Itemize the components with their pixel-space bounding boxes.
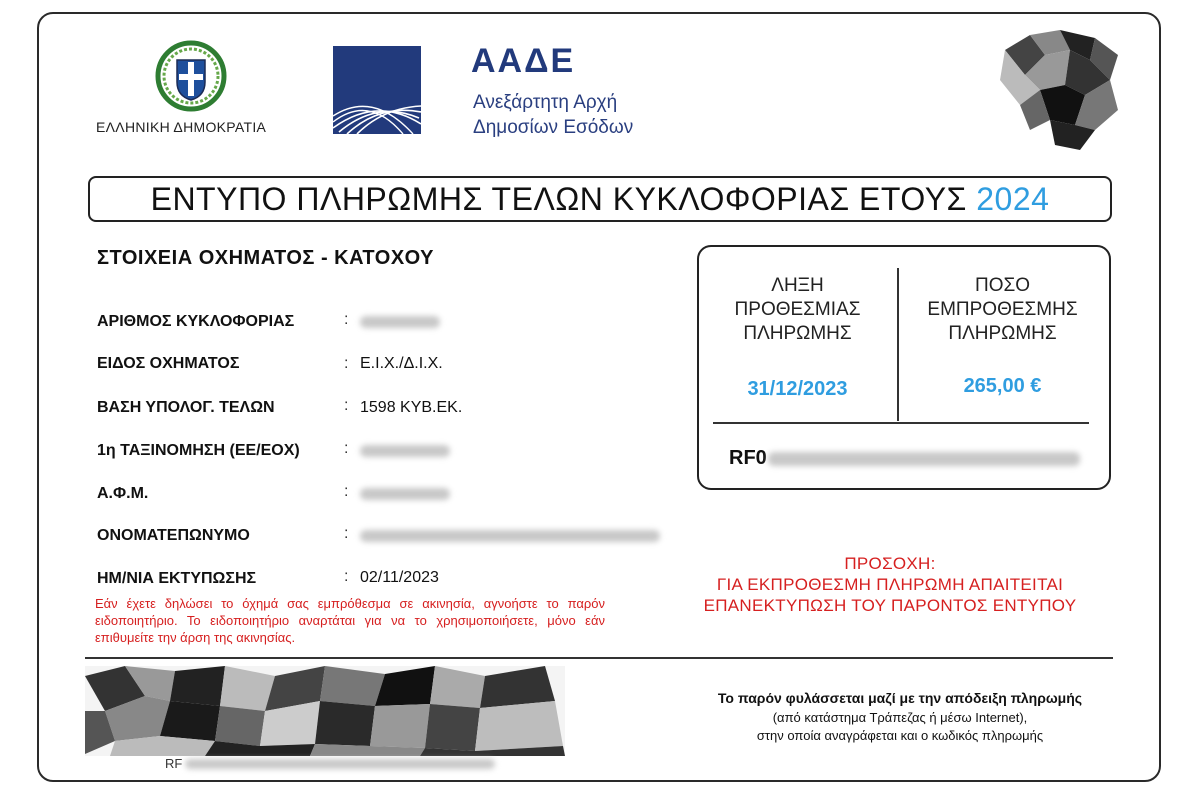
field-label-owner-name: ΟΝΟΜΑΤΕΠΩΝΥΜΟ [97, 527, 250, 544]
footer-divider [85, 657, 1113, 659]
field-value-print-date: 02/11/2023 [360, 569, 439, 586]
field-label-first-registration: 1η ΤΑΞΙΝΟΜΗΣΗ (ΕΕ/ΕΟΧ) [97, 442, 300, 459]
inactive-vehicle-warning: Εάν έχετε δηλώσει το όχημά σας εμπρόθεσμα σε ακινησία, αγνοήστε το παρόν ειδοποιητήριο. Το ειδοποιητήριο αναρτάται για να το χρησιμοποιήσετε, μόνο εάν επιθυμείτε την άρση της ακινησίας. [95, 596, 605, 645]
barcode-rf-prefix: RF [165, 756, 183, 771]
amount-label-line3: ΠΛΗΡΩΜΗΣ [948, 323, 1057, 344]
form-title-year: 2024 [976, 181, 1050, 217]
notice-line1: ΠΡΟΣΟΧΗ: [844, 554, 936, 573]
notice-line2: ΓΙΑ ΕΚΠΡΟΘΕΣΜΗ ΠΛΗΡΩΜΗ ΑΠΑΙΤΕΙΤΑΙ [716, 575, 1064, 594]
box-horizontal-divider [713, 422, 1089, 424]
form-title [88, 176, 1112, 222]
field-colon: : [344, 525, 349, 542]
field-colon: : [344, 355, 349, 372]
deadline-label [705, 274, 890, 346]
deadline-label-line1: ΛΗΞΗ [771, 275, 824, 296]
field-label-print-date: ΗΜ/ΝΙΑ ΕΚΤΥΠΩΣΗΣ [97, 570, 257, 587]
payment-code-redacted [768, 452, 1080, 466]
field-colon: : [344, 483, 349, 500]
deadline-label-line3: ΠΛΗΡΩΜΗΣ [743, 323, 852, 344]
government-name: ΕΛΛΗΝΙΚΗ ΔΗΜΟΚΡΑΤΙΑ [96, 119, 267, 135]
aade-logo-icon [333, 46, 421, 134]
field-label-fee-basis: ΒΑΣΗ ΥΠΟΛΟΓ. ΤΕΛΩΝ [97, 399, 275, 416]
notice-line3: ΕΠΑΝΕΚΤΥΠΩΣΗ ΤΟΥ ΠΑΡΟΝΤΟΣ ΕΝΤΥΠΟΥ [703, 596, 1077, 615]
field-colon: : [344, 568, 349, 585]
barcode-rf-redacted [185, 759, 495, 769]
field-value-fee-basis: 1598 ΚΥΒ.ΕΚ. [360, 399, 463, 416]
keep-with-receipt-line1: Το παρόν φυλάσσεται μαζί με την απόδειξη πληρωμής [717, 690, 1083, 706]
field-value-tax-id-redacted [360, 488, 450, 500]
keep-with-receipt-line3: στην οποία αναγράφεται και ο κωδικός πληρωμής [756, 728, 1044, 743]
field-colon: : [344, 397, 349, 414]
amount-value: 265,00 € [963, 375, 1042, 397]
authority-name-line2: Δημοσίων Εσόδων [473, 117, 634, 138]
payment-code-prefix: RF0 [729, 447, 767, 469]
field-value-owner-name-redacted [360, 530, 660, 542]
amount-label-line2: ΕΜΠΡΟΘΕΣΜΗΣ [927, 299, 1078, 320]
field-label-registration: ΑΡΙΘΜΟΣ ΚΥΚΛΟΦΟΡΙΑΣ [97, 313, 295, 330]
deadline-value: 31/12/2023 [747, 378, 848, 400]
field-colon: : [344, 440, 349, 457]
deadline-label-line2: ΠΡΟΘΕΣΜΙΑΣ [734, 299, 861, 320]
keep-with-receipt-line2: (από κατάστημα Τράπεζας ή μέσω Internet), [772, 710, 1028, 725]
amount-label [905, 274, 1100, 346]
authority-acronym: ΑΑΔΕ [471, 42, 576, 80]
box-vertical-divider [897, 268, 899, 421]
form-title-text: ΕΝΤΥΠΟ ΠΛΗΡΩΜΗΣ ΤΕΛΩΝ ΚΥΚΛΟΦΟΡΙΑΣ ΕΤΟΥΣ [150, 181, 967, 217]
barcode-obscured [85, 666, 565, 756]
greek-emblem-icon [155, 40, 227, 112]
field-label-vehicle-type: ΕΙΔΟΣ ΟΧΗΜΑΤΟΣ [97, 355, 240, 372]
field-label-tax-id: Α.Φ.Μ. [97, 485, 149, 502]
qr-code-obscured [1000, 30, 1120, 150]
authority-name-line1: Ανεξάρτητη Αρχή [473, 92, 618, 113]
section-title: ΣΤΟΙΧΕΙΑ ΟΧΗΜΑΤΟΣ - ΚΑΤΟΧΟΥ [97, 247, 434, 269]
amount-label-line1: ΠΟΣΟ [974, 275, 1031, 296]
field-value-vehicle-type: Ε.Ι.Χ./Δ.Ι.Χ. [360, 355, 443, 372]
late-payment-notice [660, 553, 1120, 616]
field-value-registration-redacted [360, 316, 440, 328]
field-colon: : [344, 311, 349, 328]
field-value-first-registration-redacted [360, 445, 450, 457]
